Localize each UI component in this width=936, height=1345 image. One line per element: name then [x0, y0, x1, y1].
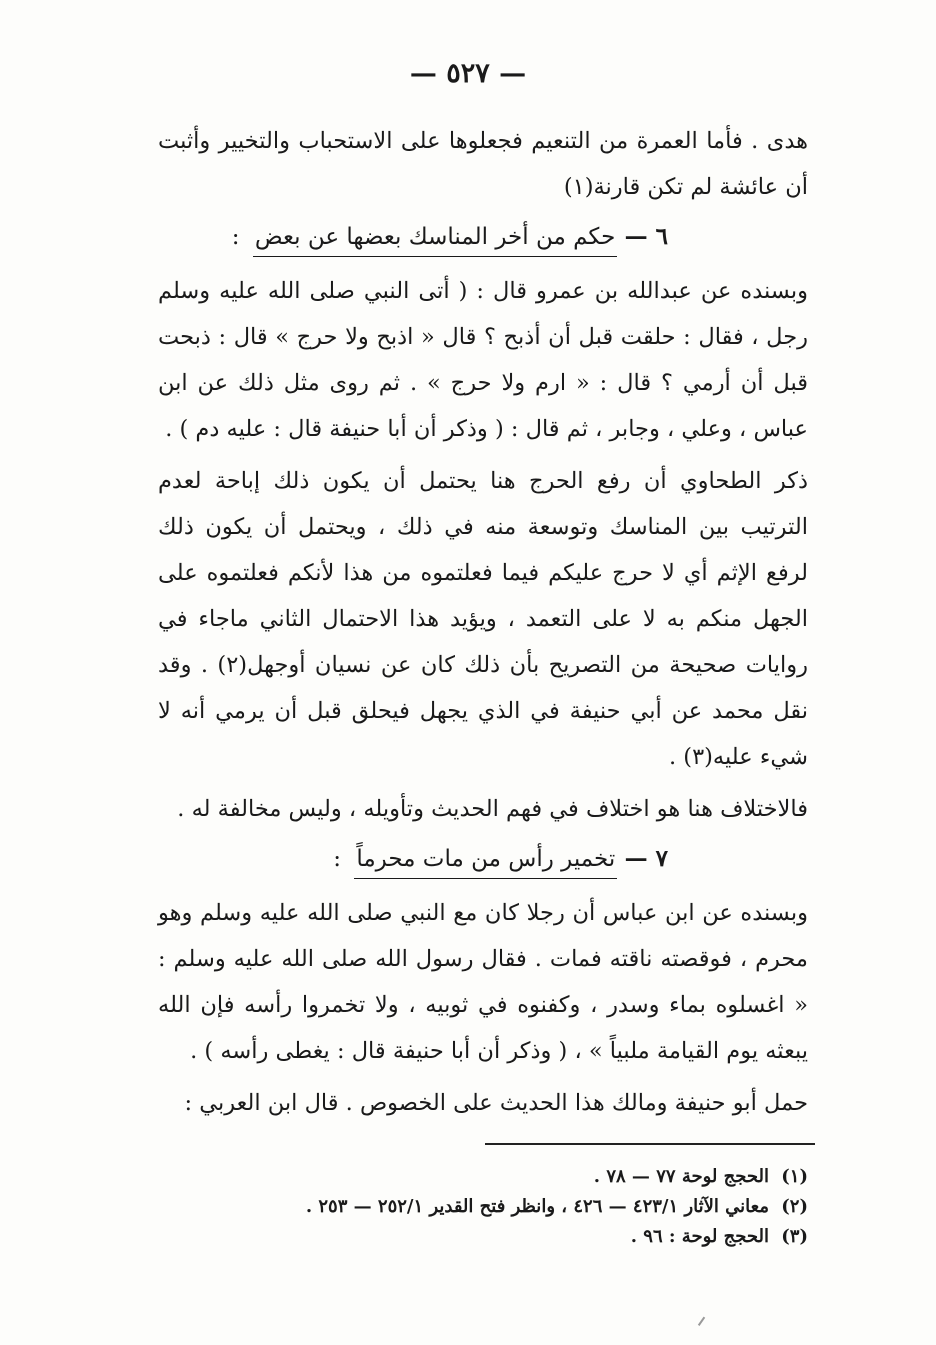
- footnote-divider: [485, 1143, 815, 1145]
- paragraph: هدى . فأما العمرة من التنعيم فجعلوها على الاستحباب والتخيير وأثبت أن عائشة لم تكن قارنة(١): [158, 128, 808, 200]
- footnote: [158, 1222, 808, 1252]
- section-number: ٦ —: [624, 223, 668, 250]
- paragraph: حمل أبو حنيفة ومالك هذا الحديث على الخصوص . قال ابن العربي :: [184, 1090, 808, 1116]
- scan-mark: [698, 1317, 710, 1330]
- footnote-text: الحجج لوحة ٧٧ — ٧٨ .: [593, 1166, 769, 1187]
- paragraph: وبسنده عن ابن عباس أن رجلا كان مع النبي صلى الله عليه وسلم وهو محرم ، فوقصته ناقته فمات . فقال رسول الله صلى الله عليه وسلم : « اغسلوه بماء وسدر ، وكفنوه في ثوبيه ، ولا تخمروا رأسه فإن الله يبعثه يوم القيامة ملبياً » ، ( وذكر أن أبا حنيفة قال : يغطى رأسه ) .: [158, 900, 808, 1064]
- footnote-mark: (٢): [781, 1196, 808, 1217]
- page-number: — ٥٢٧ —: [409, 58, 527, 89]
- paragraph: فالاختلاف هنا هو اختلاف في فهم الحديث وتأويله ، وليس مخالفة له .: [177, 796, 808, 822]
- footnote-mark: (١): [781, 1166, 808, 1187]
- section-title: حكم من أخر المناسك بعضها عن بعض: [253, 218, 617, 257]
- paragraph: ذكر الطحاوي أن رفع الحرج هنا يحتمل أن يكون ذلك إباحة لعدم الترتيب بين المناسك وتوسعة منه في ذلك ، ويحتمل أن يكون ذلك لرفع الإثم أي لا حرج عليكم فيما فعلتموه من هذا لأنكم فعلتموه على الجهل منكم به لا على التعمد ، ويؤيد هذا الاحتمال الثاني ماجاء في روايات صحيحة من التصريح بأن ذلك كان عن نسيان أوجهل(٢) . وقد نقل محمد عن أبي حنيفة في الذي يجهل فيحلق قبل أن يرمي أنه لا شيء عليه(٣) .: [158, 468, 808, 770]
- footnote-text: معاني الآثار ٤٢٣/١ — ٤٢٦ ، وانظر فتح القدير ٢٥٢/١ — ٢٥٣ .: [305, 1196, 769, 1217]
- footnote-mark: (٣): [781, 1226, 808, 1247]
- section-number: ٧ —: [624, 845, 668, 872]
- section-colon: :: [333, 846, 341, 872]
- footnotes: [158, 1162, 808, 1252]
- section-heading-6: [158, 214, 808, 260]
- footnote: [158, 1192, 808, 1222]
- footnote-text: الحجج لوحة : ٩٦ .: [630, 1226, 769, 1247]
- section-colon: :: [231, 224, 240, 250]
- section-heading-7: [158, 836, 808, 882]
- body-text: [158, 118, 808, 1126]
- paragraph: وبسنده عن عبدالله بن عمرو قال : ( أتى النبي صلى الله عليه وسلم رجل ، فقال : حلقت قبل أن أذبح ؟ قال « اذبح ولا حرج » قال : ذبحت قبل أن أرمي ؟ قال : « ارم ولا حرج » . ثم روى مثل ذلك عن ابن عباس ، وعلي ، وجابر ، ثم قال : ( وذكر أن أبا حنيفة قال : عليه دم ) .: [158, 278, 808, 442]
- section-title: تخمير رأس من مات محرماً: [354, 840, 617, 879]
- footnote: [158, 1162, 808, 1192]
